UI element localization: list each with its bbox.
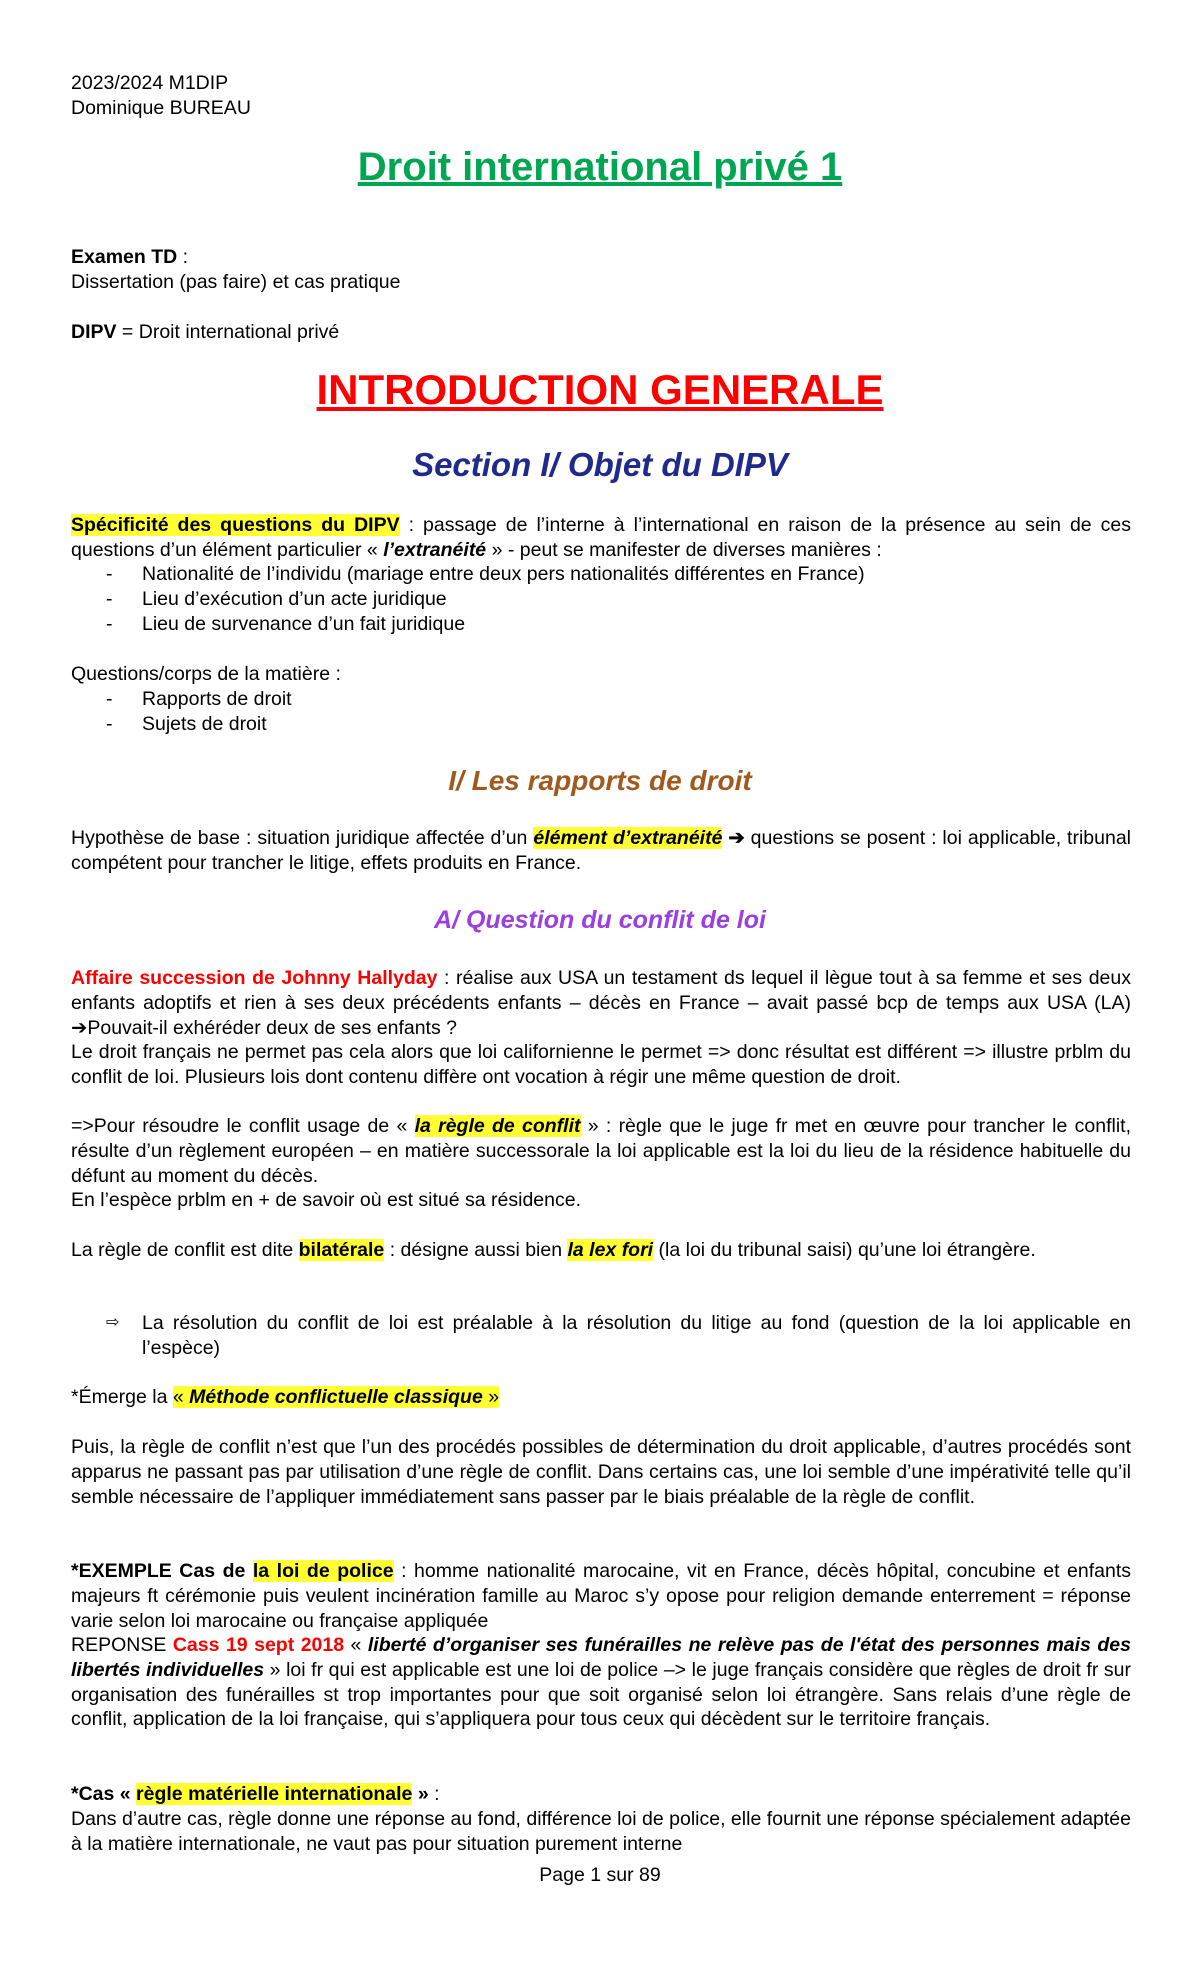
reponse-text: » loi fr qui est applicable est une loi de police –> le juge français considère que règles de droit fr sur organisation des funérailles st trop importantes pour que soit organisé selon loi étrangère. Sans relais d’une règle de conflit, application de la loi française, qui s’appliquera pour tous ceux qui décèdent sur le territoire français. [71,1658,1131,1731]
para3-text1: =>Pour résoudre le conflit usage de « [71,1115,415,1137]
list-item-text: Lieu d’exécution d’un acte juridique [142,587,447,610]
hypothese-text1: Hypothèse de base : situation juridique affectée d’un [71,827,534,849]
hollow-arrow-icon: ⇨ [106,1314,120,1331]
list-item: - Nationalité de l’individu (mariage entre deux pers nationalités différentes en France) [106,563,865,585]
exemple-label: *EXEMPLE Cas de [71,1560,253,1582]
dipv-abbr: DIPV [71,321,117,343]
hypothese-paragraph [71,826,1131,876]
questions-list [71,687,1131,737]
extraneite-element-term: élément d’extranéité [533,827,723,849]
regle-materielle-term: règle matérielle internationale [136,1783,413,1805]
exemple-paragraph [71,1559,1131,1633]
questions-intro: Questions/corps de la matière : [71,663,341,685]
exam-sep: : [177,246,189,268]
loi-police-term: la loi de police [252,1560,394,1582]
header-author: Dominique BUREAU [71,97,251,119]
header-year: 2023/2024 M1DIP [71,72,229,94]
hallyday-para4: En l’espèce prblm en + de savoir où est situé sa résidence. [71,1189,581,1211]
list-item: - Sujets de droit [106,712,267,735]
hallyday-para2: Le droit français ne permet pas cela alors que loi californienne le permet => donc résultat est différent => illustre prblm du conflit de loi. Plusieurs lois dont contenu diffère ont vocation à régir une même question de droit. [71,1041,1131,1088]
rapports-title: I/ Les rapports de droit [448,765,752,796]
bilaterale-paragraph [71,1238,1131,1263]
list-item-text: Sujets de droit [142,712,267,735]
cass-quote: liberté d’organiser ses funérailles ne relève pas de l'état des personnes mais des libertés individuelles [71,1634,1131,1681]
arrow-icon: ➔ [71,1016,88,1039]
methode-text: *Émerge la [71,1386,173,1408]
bilaterale-text2: : désigne aussi bien [384,1239,568,1261]
list-item: - Lieu d’exécution d’un acte juridique [106,587,447,610]
bilaterale-term: bilatérale [298,1239,385,1261]
exemple-text1: : homme nationalité marocaine, vit en France, décès hôpital, concubine et enfants majeurs ft cérémonie puis veulent incinération famille au Maroc s’y opose pour religion demande enterrement = réponse varie selon loi marocaine ou française appliquée [71,1560,1131,1632]
dipv-def-text: = Droit international privé [116,321,340,343]
arrow-icon: ➔ [722,827,751,849]
regle-conflit-term: la règle de conflit [414,1115,581,1137]
hallyday-label: Affaire succession de Johnny Hallyday [71,967,438,989]
specificite-text2: » - peut se manifester de diverses manières : [486,538,882,561]
lex-fori-term: la lex fori [567,1239,654,1261]
bilaterale-text1: La règle de conflit est dite [71,1239,299,1261]
methode-term: Méthode conflictuelle classique [189,1386,483,1408]
resolution-text: La résolution du conflit de loi est préalable à la résolution du litige au fond (question de la loi applicable en l’espèce) [142,1312,1131,1359]
specificite-text1: : passage de l’interne à l’international en raison de la présence au sein de ces questions d’un élément particulier « [71,514,1131,561]
para3-text2: » : règle que le juge fr met en œuvre pour trancher le conflit, résulte d’un règlement européen – en matière successorale la loi applicable est la loi du lieu de la résidence habituelle du défunt au moment du décès. [71,1115,1131,1187]
cas-materielle-line [71,1782,1131,1807]
section-title: Section I/ Objet du DIPV [412,446,788,483]
page-number: Page 1 sur 89 [539,1864,661,1886]
resolution-item [106,1311,1131,1361]
extraneite-term: l’extranéité [383,538,487,561]
list-item-text: Nationalité de l’individu (mariage entre deux pers nationalités différentes en France) [142,563,865,585]
list-item-text: Rapports de droit [142,688,292,710]
hypothese-text2: questions se posent : loi applicable, tribunal compétent pour trancher le litige, effets produits en France. [71,827,1131,874]
quote-close: » [482,1386,500,1408]
quote-open: « [344,1634,368,1656]
exam-line [71,245,1131,270]
list-item-text: Lieu de survenance d’un fait juridique [142,612,466,635]
exam-desc: Dissertation (pas faire) et cas pratique [71,271,401,293]
cas-label-b: » [412,1783,429,1805]
specificite-paragraph [71,513,1131,563]
conflit-title: A/ Question du conflit de loi [434,906,766,934]
hallyday-text1: : réalise aux USA un testament ds lequel il lègue tout à sa femme et ses deux enfants adoptifs et rien à ses deux précédents enfants – décès en France – avait passé bcp de temps aux USA (LA) [71,967,1131,1014]
cass-reference: Cass 19 sept 2018 [172,1634,345,1656]
reponse-label: REPONSE [71,1634,173,1656]
methode-line [71,1385,1131,1410]
bilaterale-text3: (la loi du tribunal saisi) qu’une loi étrangère. [653,1239,1036,1261]
reponse-paragraph [71,1633,1131,1732]
cas-label-a: *Cas « [71,1783,137,1805]
hallyday-para3 [71,1114,1131,1188]
specificite-list [71,562,1131,636]
dipv-def [71,320,1131,345]
cas-materielle-text: Dans d’autre cas, règle donne une réponse au fond, différence loi de police, elle fournit une réponse spécialement adaptée à la matière internationale, ne vaut pas pour situation purement interne [71,1808,1131,1855]
methode-highlight [173,1386,499,1408]
list-item: - Lieu de survenance d’un fait juridique [106,612,466,635]
intro-title: INTRODUCTION GENERALE [316,366,884,413]
quote-open: « [172,1386,190,1408]
cas-sep: : [428,1783,440,1805]
list-item: - Rapports de droit [106,688,292,710]
puis-paragraph: Puis, la règle de conflit n’est que l’un des procédés possibles de détermination du droit applicable, d’autres procédés sont apparus ne passant pas par utilisation d’une règle de conflit. Dans certains cas, une loi semble d’une impérativité telle qu’il semble nécessaire de l’appliquer immédiatement sans passer par le biais préalable de la règle de conflit. [71,1436,1131,1508]
hallyday-text2: Pouvait-il exhéréder deux de ses enfants ? [87,1016,457,1039]
exam-label: Examen TD [71,246,178,268]
specificite-label: Spécificité des questions du DIPV [71,514,400,536]
document-title: Droit international privé 1 [357,145,843,189]
hallyday-paragraph [71,966,1131,1040]
